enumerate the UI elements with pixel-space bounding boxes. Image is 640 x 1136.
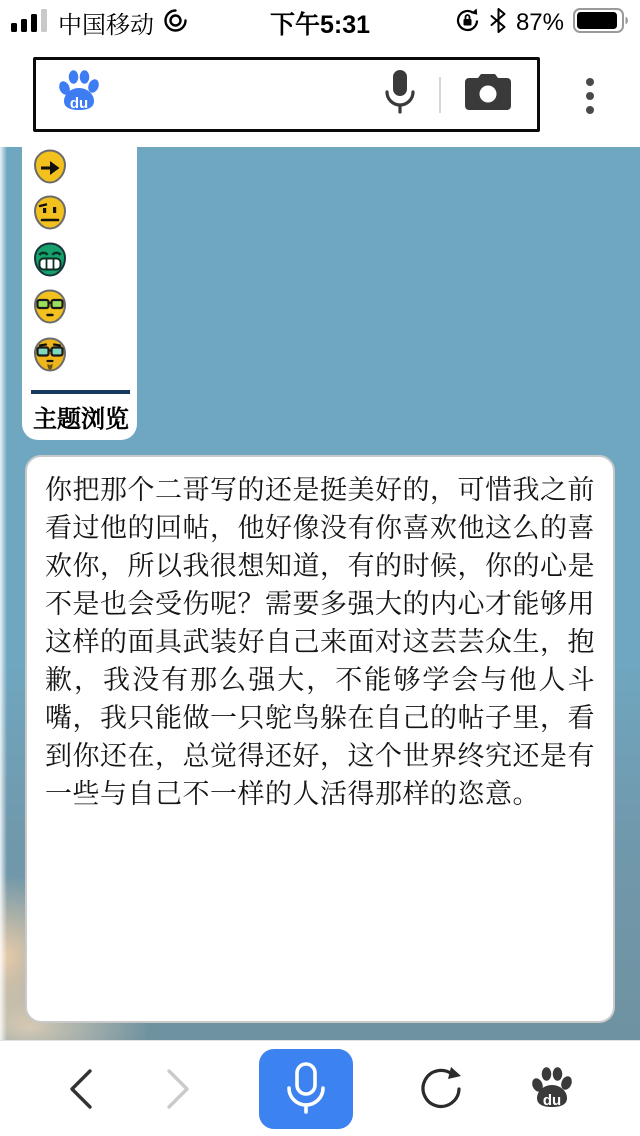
data-swirl-icon <box>162 7 189 39</box>
voice-search-button[interactable] <box>259 1049 353 1129</box>
theme-browse-tab[interactable]: 主题浏览 <box>33 406 129 433</box>
rotation-lock-icon <box>454 7 481 39</box>
bearded-glasses-face-emoji[interactable] <box>33 337 67 372</box>
refresh-button[interactable] <box>417 1065 465 1113</box>
search-bar-row <box>0 45 640 147</box>
tab-underline <box>31 390 130 394</box>
battery-percent: 87% <box>515 8 564 36</box>
emoji-panel <box>22 147 137 440</box>
skeptical-face-emoji[interactable] <box>33 195 67 230</box>
baidu-paw-icon <box>528 1063 576 1115</box>
status-bar <box>0 0 640 45</box>
carrier-label: 中国移动 <box>58 12 154 39</box>
forward-chevron-icon <box>161 1066 195 1112</box>
search-box[interactable] <box>33 57 540 132</box>
baidu-paw-logo <box>56 66 102 123</box>
go-arrow-emoji[interactable] <box>33 149 67 184</box>
divider <box>439 77 441 113</box>
clock: 下午5:31 <box>269 10 371 39</box>
forward-button[interactable] <box>161 1066 195 1112</box>
baidu-home-button[interactable] <box>528 1063 576 1115</box>
back-button[interactable] <box>64 1066 98 1112</box>
battery-icon <box>573 7 630 39</box>
webpage-content <box>0 147 640 1040</box>
kebab-menu-icon[interactable] <box>585 78 595 114</box>
bottom-toolbar <box>0 1040 640 1136</box>
bluetooth-icon <box>490 7 507 39</box>
refresh-icon <box>417 1065 465 1113</box>
microphone-icon[interactable] <box>383 68 417 121</box>
back-chevron-icon <box>64 1066 98 1112</box>
paw-du-text: du <box>543 1091 562 1109</box>
camera-icon[interactable] <box>463 72 513 117</box>
green-grin-emoji[interactable] <box>33 242 67 277</box>
post-text-card <box>25 455 615 1023</box>
signal-bars-icon <box>10 7 50 38</box>
glasses-face-emoji[interactable] <box>33 289 67 324</box>
voice-mic-icon <box>284 1061 328 1117</box>
logo-du-text: du <box>69 95 89 112</box>
post-text: 你把那个二哥写的还是挺美好的，可惜我之前看过他的回帖，他好像没有你喜欢他这么的喜欢你，所以我很想知道，有的时候，你的心是不是也会受伤呢？需要多强大的内心才能够用这样的面具武装好自己来面对这芸芸众生，抱歉，我没有那么强大，不能够学会与他人斗嘴，我只能做一只鸵鸟躲在自己的帖子里，看到你还在，总觉得还好，这个世界终究还是有一些与自己不一样的人活得那样的恣意。 <box>45 475 595 809</box>
